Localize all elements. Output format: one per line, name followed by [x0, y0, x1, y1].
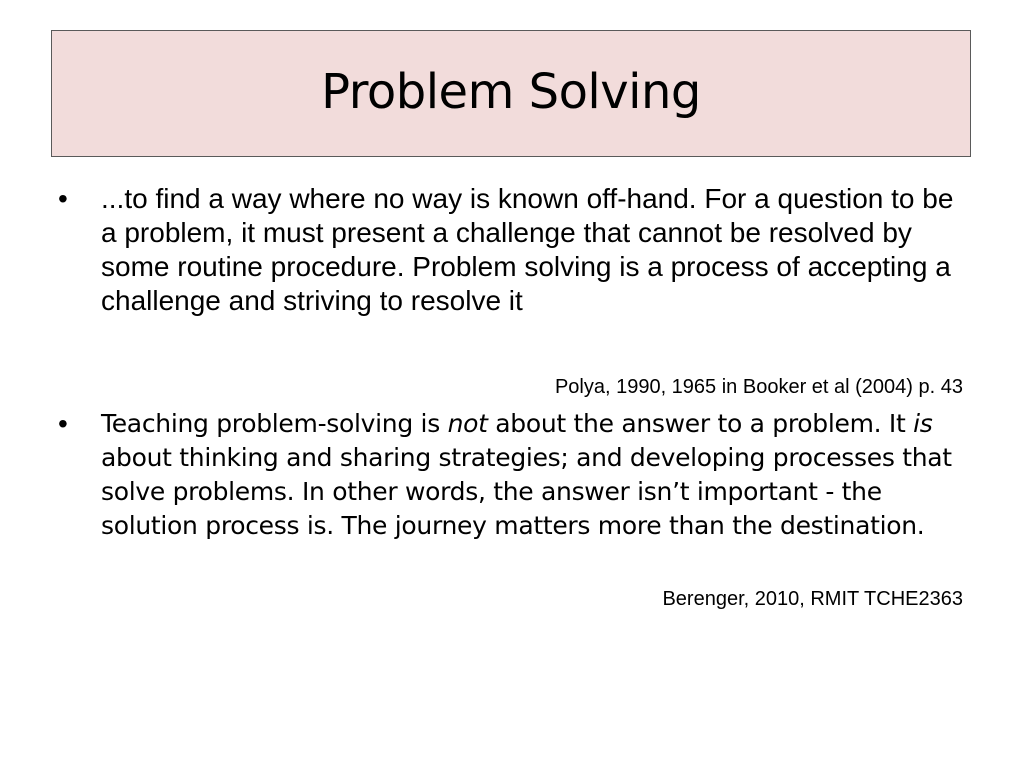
- bullet-text: [101, 407, 964, 543]
- bullet-text-part: about thinking and sharing strategies; and developing processes that solve problems. In other words, the answer isn’t important - the solution process is. The journey matters more than the destination.: [101, 443, 952, 540]
- bullet-marker: •: [58, 183, 68, 214]
- bullet-item-definition: [58, 182, 964, 318]
- citation-polya: Polya, 1990, 1965 in Booker et al (2004) p. 43: [554, 376, 963, 398]
- bullet-text-part: Teaching problem-solving is: [101, 409, 448, 438]
- bullet-marker: •: [58, 408, 68, 439]
- emphasis-not: not: [447, 409, 488, 438]
- emphasis-is: is: [913, 409, 933, 438]
- slide-title: Problem Solving: [321, 63, 701, 120]
- bullet-text: ...to find a way where no way is known off-hand. For a question to be a problem, it must present a challenge that cannot be resolved by some routine procedure. Problem solving is a process of accepting a challenge and striving to resolve it: [101, 183, 954, 316]
- bullet-item-teaching: [58, 407, 964, 543]
- citation-berenger: Berenger, 2010, RMIT TCHE2363: [662, 588, 963, 610]
- bullet-text-part: about the answer to a problem. It: [487, 409, 914, 438]
- title-box: [51, 30, 971, 157]
